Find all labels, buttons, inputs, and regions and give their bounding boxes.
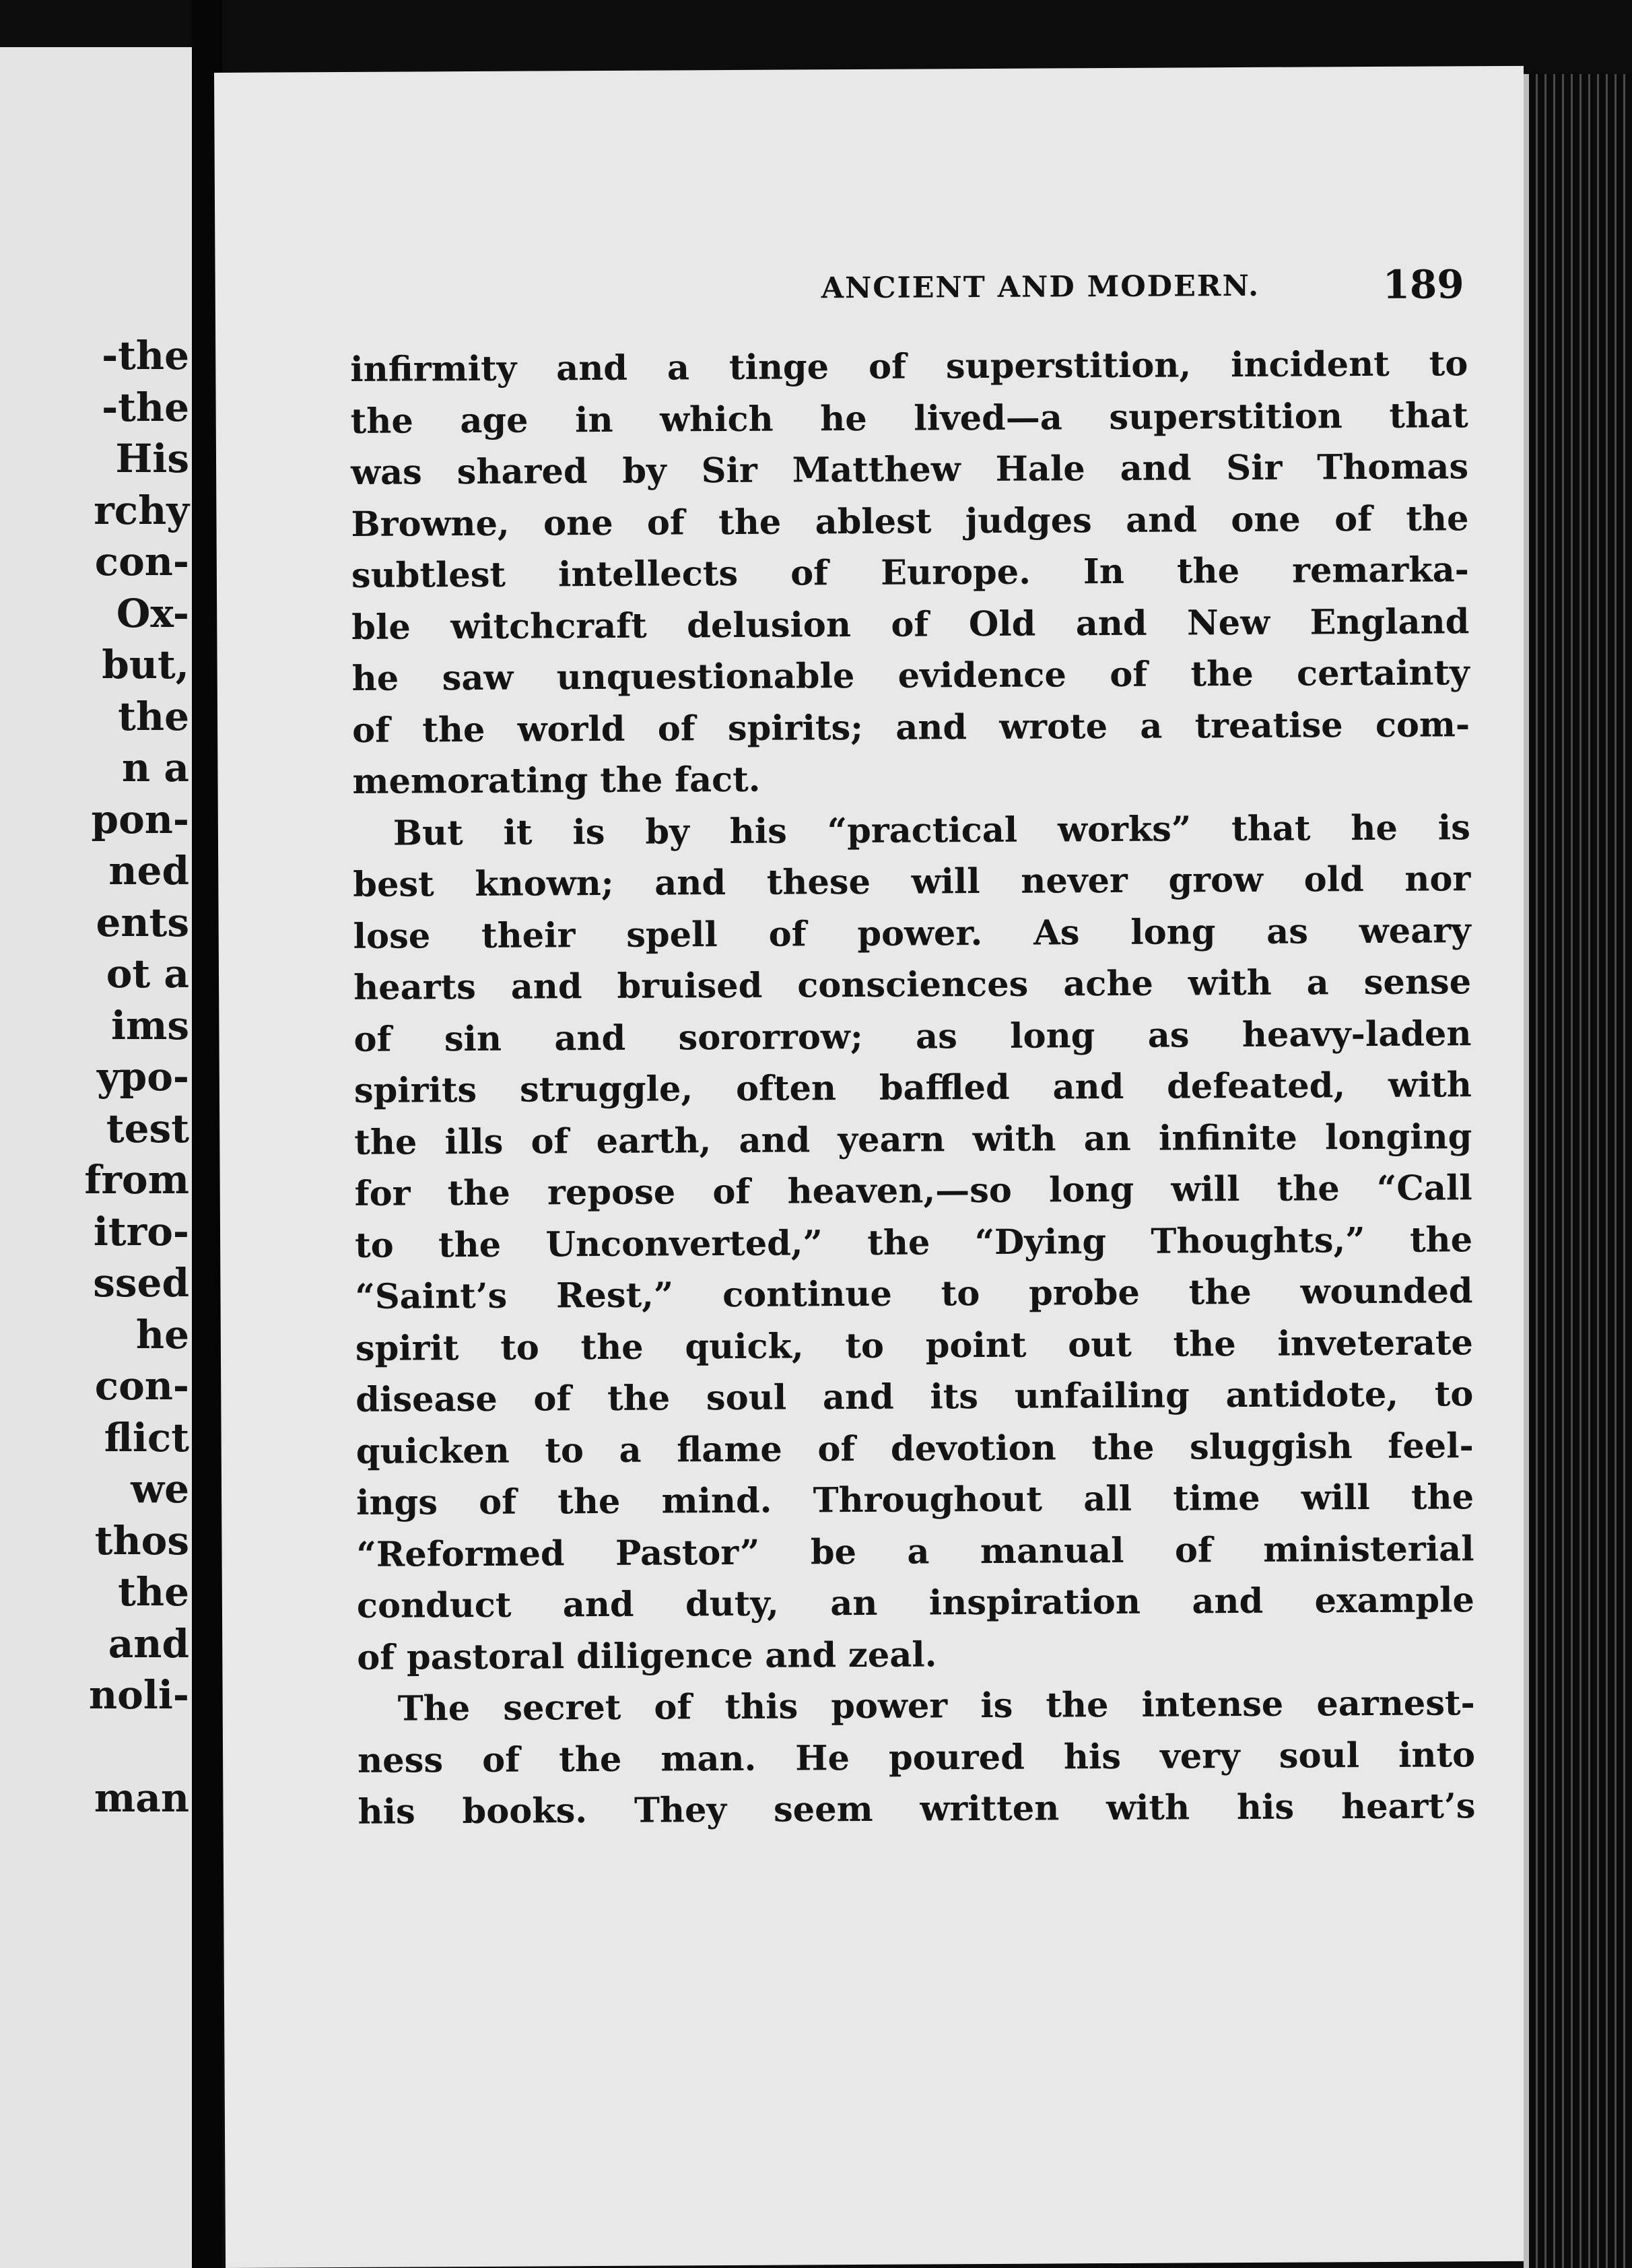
- left-line-fragment: [84, 1721, 189, 1773]
- left-page-text-column: [84, 330, 189, 1824]
- text-line: disease of the soul and its unfailing antidote, to: [355, 1374, 1474, 1420]
- text-line: memorating the fact.: [352, 759, 761, 802]
- text-line: quicken to a flame of devotion the sluggish feel-: [355, 1425, 1474, 1472]
- text-line: But it is by his “practical works” that he is: [393, 807, 1471, 854]
- left-line-fragment: test: [106, 1105, 189, 1152]
- left-line-fragment: he: [135, 1311, 189, 1358]
- left-line-fragment: ents: [96, 899, 189, 945]
- left-facing-page: [0, 47, 192, 2268]
- left-line-fragment: pon-: [91, 796, 189, 842]
- left-line-fragment: His: [115, 436, 189, 481]
- text-line: ness of the man. He poured his very soul into: [357, 1734, 1476, 1781]
- text-line: he saw unquestionable evidence of the certainty: [351, 653, 1470, 699]
- left-line-fragment: from: [84, 1157, 189, 1203]
- text-line: “Saint’s Rest,” continue to probe the wounded: [355, 1271, 1473, 1317]
- left-line-fragment: thos: [94, 1517, 189, 1564]
- left-line-fragment: rchy: [94, 487, 189, 533]
- left-line-fragment: ot a: [106, 951, 189, 997]
- text-line: was shared by Sir Matthew Hale and Sir Thomas: [350, 446, 1469, 493]
- text-line: for the repose of heaven,—so long will the “Call: [354, 1168, 1472, 1214]
- left-line-fragment: ssed: [93, 1260, 189, 1306]
- left-line-fragment: itro-: [93, 1208, 189, 1255]
- left-line-fragment: but,: [102, 642, 189, 688]
- page-header: [353, 261, 1464, 321]
- text-line: ings of the mind. Throughout all time will the: [355, 1477, 1474, 1523]
- left-line-fragment: Ox-: [116, 590, 189, 636]
- book-page: [214, 66, 1535, 2268]
- text-line: lose their spell of power. As long as weary: [353, 910, 1471, 957]
- left-line-fragment: the: [118, 693, 189, 739]
- left-line-fragment: we: [131, 1466, 189, 1512]
- text-line: Browne, one of the ablest judges and one of the: [351, 498, 1469, 545]
- text-line: subtlest intellects of Europe. In the remarka-: [351, 549, 1470, 596]
- text-line: his books. They seem written with his heart’s: [358, 1786, 1476, 1832]
- text-line: hearts and bruised consciences ache with a sense: [353, 962, 1472, 1008]
- left-line-fragment: -the: [102, 384, 189, 430]
- text-line: The secret of this power is the intense earnest-: [397, 1683, 1475, 1729]
- left-line-fragment: n a: [122, 745, 189, 791]
- paragraph-3: [358, 1677, 1476, 1838]
- left-line-fragment: ims: [110, 1002, 189, 1048]
- page-number: 189: [1382, 261, 1464, 308]
- left-line-fragment: flict: [104, 1414, 189, 1461]
- text-line: spirits struggle, often baffled and defeated, with: [353, 1065, 1472, 1111]
- book-block-edges: [1529, 74, 1632, 2268]
- left-line-fragment: -the: [102, 333, 189, 378]
- text-line: the ills of earth, and yearn with an infinite longing: [354, 1116, 1472, 1163]
- left-line-fragment: ned: [108, 848, 189, 894]
- running-title: ANCIENT AND MODERN.: [821, 269, 1260, 306]
- left-line-fragment: con-: [94, 539, 189, 585]
- left-line-fragment: man: [94, 1775, 189, 1821]
- text-line: “Reformed Pastor” be a manual of ministerial: [356, 1528, 1474, 1575]
- text-line: conduct and duty, an inspiration and example: [356, 1580, 1475, 1626]
- text-line: infirmity and a tinge of superstition, incident to: [350, 343, 1468, 390]
- left-line-fragment: con-: [94, 1363, 189, 1409]
- text-line: spirit to the quick, to point out the inveterate: [355, 1322, 1474, 1369]
- page-edge: [1524, 74, 1529, 2268]
- paragraph-1: [350, 338, 1470, 807]
- text-line: of sin and sororrow; as long as heavy-laden: [353, 1013, 1472, 1060]
- left-line-fragment: the: [118, 1569, 189, 1615]
- text-line: of pastoral diligence and zeal.: [357, 1634, 937, 1678]
- paragraph-2: [353, 802, 1475, 1683]
- left-line-fragment: noli-: [89, 1672, 189, 1718]
- text-line: best known; and these will never grow old nor: [353, 859, 1471, 905]
- text-line: of the world of spirits; and wrote a treatise com-: [351, 704, 1470, 751]
- text-line: the age in which he lived—a superstition that: [350, 395, 1468, 442]
- left-line-fragment: and: [108, 1620, 189, 1667]
- page-body: [350, 338, 1476, 1838]
- text-line: to the Unconverted,” the “Dying Thoughts,” the: [354, 1219, 1473, 1266]
- left-line-fragment: ypo-: [96, 1054, 189, 1100]
- text-line: ble witchcraft delusion of Old and New England: [351, 601, 1470, 648]
